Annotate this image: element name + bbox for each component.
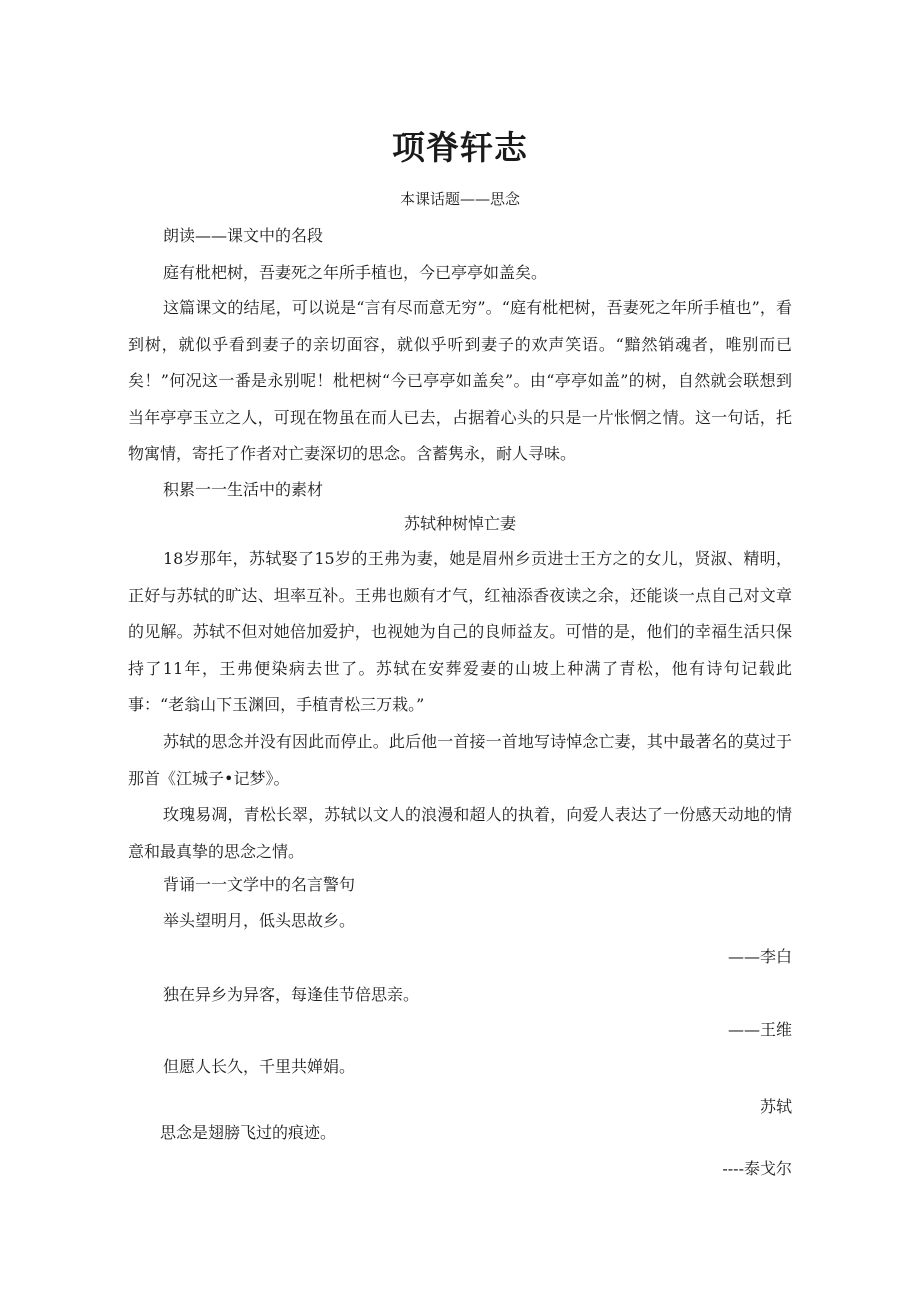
story-paragraph-2: 苏轼的思念并没有因此而停止。此后他一首接一首地写诗悼念亡妻，其中最著名的莫过于那首《江城子•记梦》。: [128, 732, 792, 788]
page-title: 项脊轩志: [392, 128, 528, 167]
page-subtitle: 本课话题——思念: [399, 190, 520, 208]
story-paragraph-1: 18岁那年，苏轼娶了15岁的王弗为妻，她是眉州乡贡进士王方之的女儿，贤淑、精明，正好与苏轼的旷达、坦率互补。王弗也颇有才气，红袖添香夜读之余，还能谈一点自己对文章的见解。苏轼不但对她倍加爱护，也视她为自己的良师益友。可惜的是，他们的幸福生活只保持了11年，王弗便染病去世了。苏轼在安葬爱妻的山坡上种满了青松，他有诗句记载此事：“老翁山下玉渊回，手植青松三万栽。”: [128, 549, 792, 714]
quote-text: 独在异乡为异客，每逢佳节倍思亲。: [163, 985, 420, 1004]
quote-text: 但愿人长久，千里共婵娟。: [163, 1057, 356, 1076]
story-title: 苏轼种树悼亡妻: [403, 514, 516, 533]
quote-author: ——王维: [727, 1020, 792, 1039]
section-heading-quotes: 背诵一一文学中的名言警句: [163, 875, 356, 894]
quote-author: 苏轼: [759, 1097, 792, 1116]
quote-text: 举头望明月，低头思故乡。: [163, 911, 356, 930]
section-heading-materials: 积累一一生活中的素材: [163, 480, 324, 499]
passage-commentary: 这篇课文的结尾，可以说是“言有尽而意无穷”。“庭有枇杷树，吾妻死之年所手植也”，看到树，就似乎看到妻子的亲切面容，就似乎听到妻子的欢声笑语。“黯然销魂者，唯别而已矣！”何况这一番是永别呢！枇杷树“今已亭亭如盖矣”。由“亭亭如盖”的树，自然就会联想到当年亭亭玉立之人，可现在物虽在而人已去，占据着心头的只是一片怅惘之情。这一句话，托物寓情，寄托了作者对亡妻深切的思念。含蓄隽永，耐人寻味。: [128, 298, 792, 463]
quote-author: ----泰戈尔: [722, 1159, 792, 1178]
section-heading-reading: 朗读——课文中的名段: [163, 226, 324, 245]
quote-text: 思念是翅膀飞过的痕迹。: [160, 1123, 337, 1142]
famous-passage-quote: 庭有枇杷树，吾妻死之年所手植也，今已亭亭如盖矣。: [163, 263, 548, 282]
quote-author: ——李白: [727, 947, 792, 966]
story-paragraph-3: 玫瑰易凋，青松长翠，苏轼以文人的浪漫和超人的执着，向爱人表达了一份感天动地的情意和最真挚的思念之情。: [128, 805, 792, 861]
